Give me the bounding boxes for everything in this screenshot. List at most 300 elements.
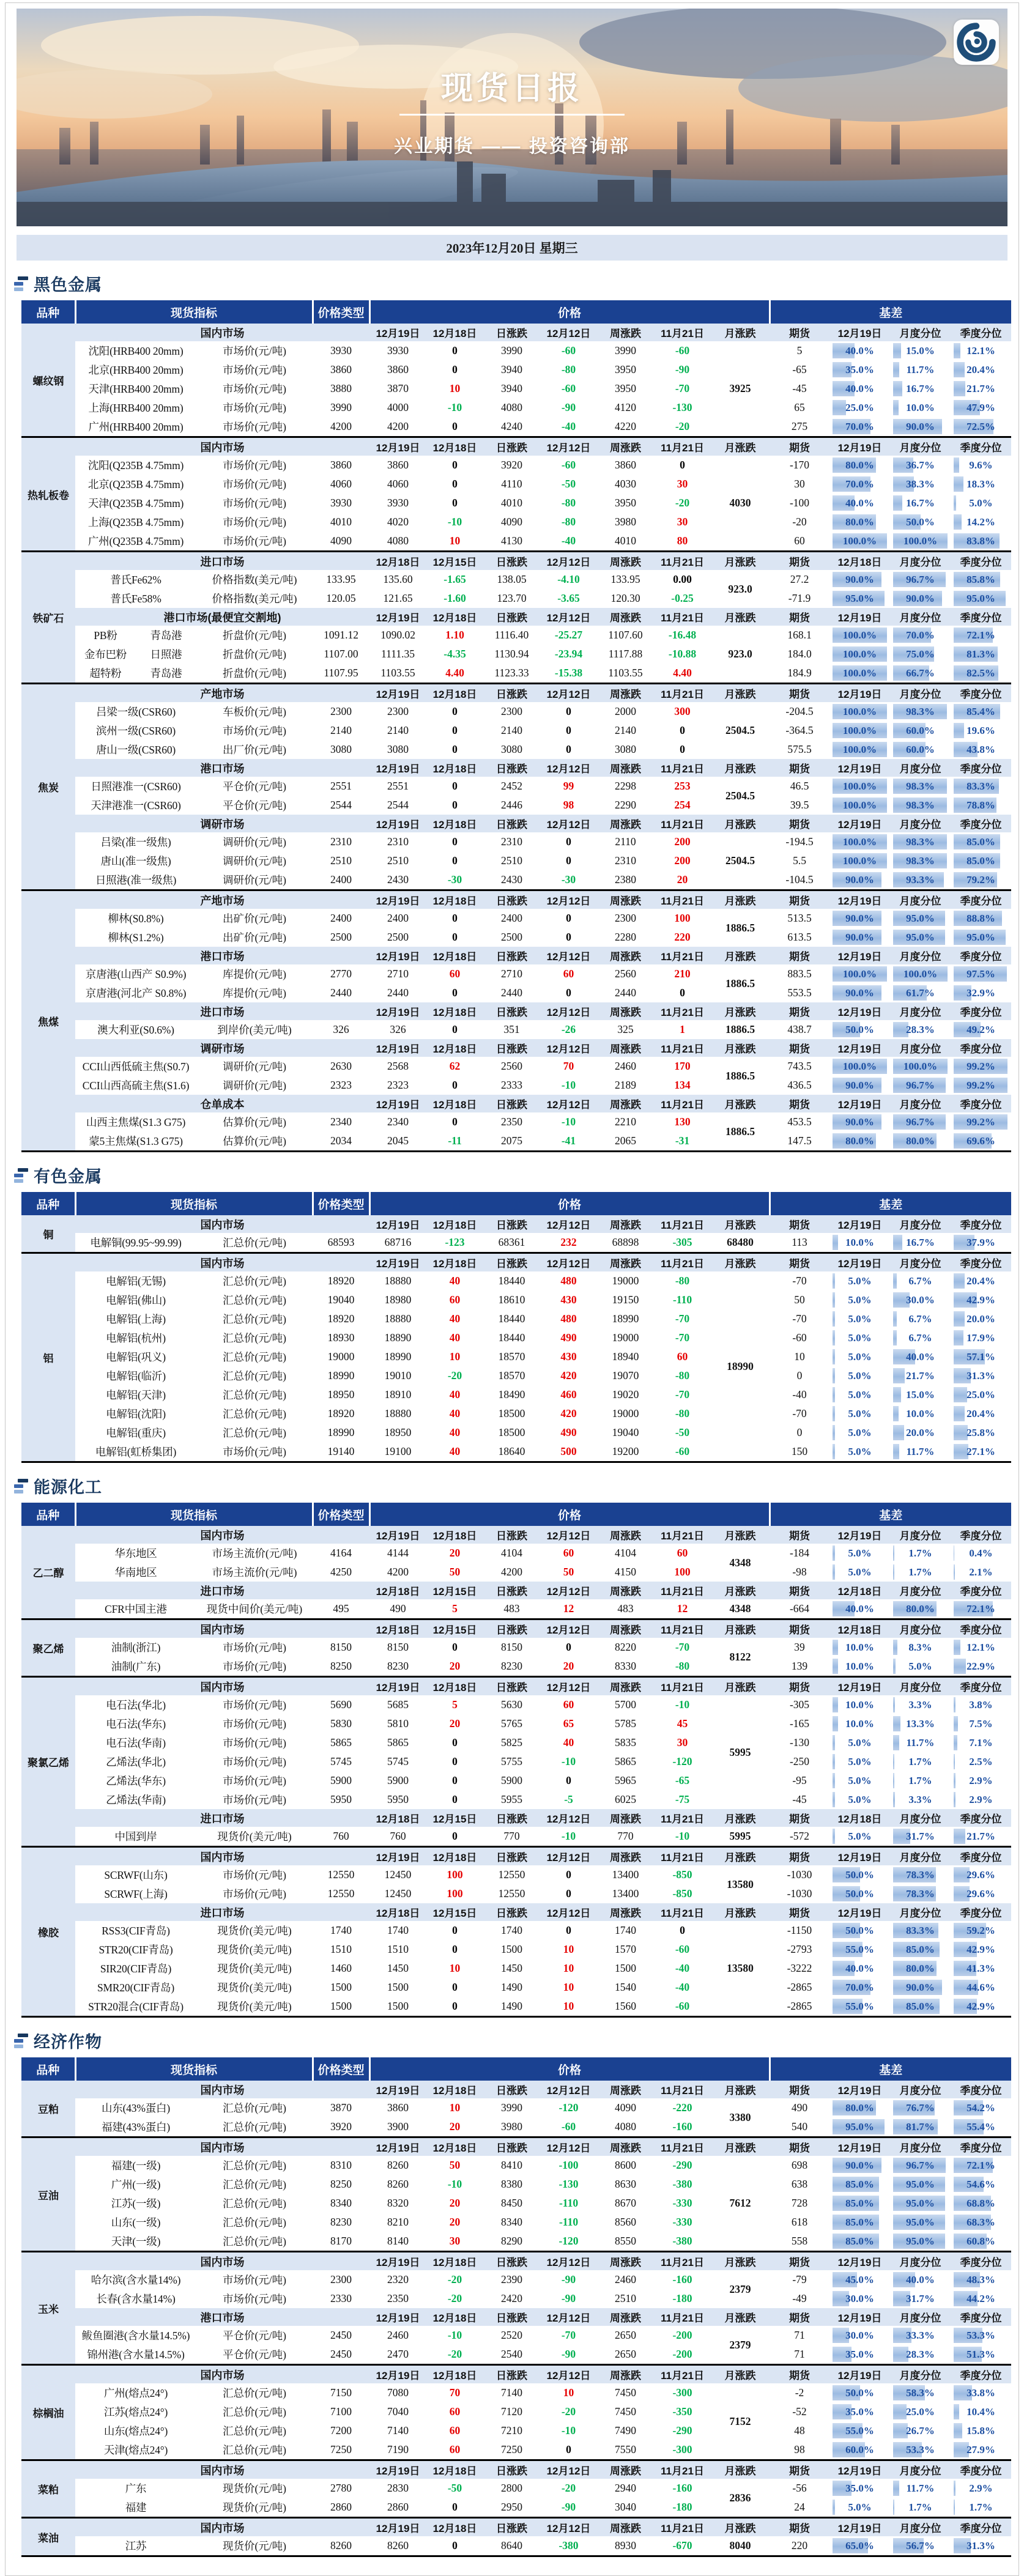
indicator-cell: 中国到岸 [75,1827,196,1847]
change-cell: -60 [540,341,597,360]
indicator-cell: 天津港准一(CSR60) [75,796,196,815]
percentile-bar-wrap [833,1716,887,1731]
percentile-value: 95.0% [893,911,948,926]
price-cell: 3870 [369,379,426,398]
table-row [21,740,1011,759]
percentile-value: 40.0% [893,2272,948,2287]
price-cell: 18570 [483,1366,540,1385]
percentile-bar-wrap [833,834,887,849]
basis-header-cell: 月度分位 [890,1095,951,1112]
change-cell: -90 [654,360,711,379]
change-cell: 10 [426,1347,483,1366]
percentile-value: 38.3% [893,476,948,492]
date-header-cell: 日涨跌 [483,437,540,456]
market-name-cell: 国内市场 [75,1619,369,1638]
price-cell: 3080 [483,740,540,759]
date-header-cell: 12月12日 [540,1215,597,1233]
basis-header-cell: 季度分位 [951,1215,1011,1233]
percentile-bar-wrap [833,1792,887,1807]
price-cell: 1500 [313,1978,369,1997]
percentile-bar-wrap [893,911,948,926]
change-cell: -40 [540,417,597,437]
date-header-cell: 12月18日 [426,1253,483,1272]
change-cell: 100 [654,909,711,928]
percentile-cell [951,2345,1011,2365]
percentile-value: 5.0% [833,2500,887,2515]
date-header-cell: 11月21日 [654,2252,711,2271]
futures-cell: 5995 [711,1827,770,1847]
price-cell: 2310 [483,832,540,851]
basis-header-cell: 12月19日 [829,1253,890,1272]
percentile-value: 15.0% [893,343,948,358]
change-cell: 0 [426,1940,483,1959]
change-cell: -50 [540,475,597,494]
indicator-cell: 天津(Q235B 4.75mm) [75,494,196,513]
change-cell: -1.65 [426,570,483,589]
percentile-cell [890,645,951,664]
basis-value-cell: -165 [770,1714,829,1733]
basis-header-cell: 月度分位 [890,552,951,571]
date-header-cell: 11月21日 [654,2081,711,2098]
price-cell: 7100 [313,2402,369,2421]
price-cell: 18640 [483,1442,540,1462]
percentile-value: 29.6% [954,1886,1008,1901]
price-cell: 8150 [313,1638,369,1657]
table-row [21,2479,1011,2498]
date-header-cell: 周涨跌 [597,2137,654,2156]
price-type-cell: 平仓价(元/吨) [196,796,313,815]
change-cell: -160 [654,2270,711,2289]
basis-header-cell: 月度分位 [890,890,951,909]
date-header-cell: 日涨跌 [483,2308,540,2326]
basis-header-cell: 期货 [770,552,829,571]
price-cell: 3860 [369,2098,426,2117]
price-cell: 5785 [597,1714,654,1733]
price-type-cell: 汇总价(元/吨) [196,2175,313,2194]
price-cell: 133.95 [597,570,654,589]
percentile-bar-wrap [954,1022,1008,1037]
price-cell: 7150 [313,2383,369,2402]
change-cell: 0 [426,417,483,437]
price-cell: 8550 [597,2232,654,2252]
price-cell: 1740 [483,1921,540,1940]
change-cell: -40 [540,531,597,552]
price-cell: 4010 [313,513,369,531]
percentile-value: 80.0% [893,1601,948,1616]
percentile-value: 80.0% [893,1133,948,1149]
percentile-value: 98.3% [893,779,948,794]
change-cell: -3.65 [540,589,597,608]
percentile-cell [890,1057,951,1076]
percentile-bar-wrap [893,495,948,511]
percentile-cell [951,2383,1011,2402]
variety-cell: 热轧板卷 [21,437,75,552]
price-cell: 3080 [597,740,654,759]
percentile-bar-wrap [893,2177,948,2192]
change-cell: 134 [654,1076,711,1095]
percentile-value: 16.7% [893,1235,948,1250]
change-cell: 0 [540,983,597,1002]
date-header-cell: 12月12日 [540,552,597,571]
date-header-cell: 12月19日 [369,2081,426,2098]
variety-cell: 棕榈油 [21,2365,75,2460]
change-cell: 300 [654,702,711,721]
price-cell: 135.60 [369,570,426,589]
change-cell: 0 [426,1752,483,1771]
basis-header-cell: 月度分位 [890,324,951,341]
percentile-bar-wrap [893,2538,948,2553]
percentile-bar-wrap [954,2442,1008,2457]
change-cell: 0 [540,1638,597,1657]
date-header-cell: 周涨跌 [597,1095,654,1112]
percentile-bar-wrap [954,1387,1008,1402]
percentile-cell [829,1638,890,1657]
date-header-cell: 12月19日 [369,1095,426,1112]
percentile-cell [890,1865,951,1884]
percentile-value: 20.0% [954,1311,1008,1327]
price-cell: 1107.00 [313,645,369,664]
price-cell: 3080 [369,740,426,759]
percentile-bar-wrap [893,1735,948,1750]
table-row [21,2156,1011,2175]
indicator-cell: 电解铝(虹桥集团) [75,1442,196,1462]
price-cell: 2544 [313,796,369,815]
percentile-value: 5.0% [833,1330,887,1345]
basis-value-cell: 553.5 [770,983,829,1002]
percentile-cell [890,1921,951,1940]
percentile-value: 100.0% [833,1059,887,1074]
percentile-value: 19.6% [954,723,1008,738]
market-subheader-row [21,1619,1011,1638]
price-cell: 4020 [369,513,426,531]
percentile-value: 85.0% [833,2177,887,2192]
table-row [21,964,1011,983]
price-type-cell: 汇总价(元/吨) [196,1233,313,1253]
percentile-cell [951,1423,1011,1442]
price-cell: 12550 [313,1884,369,1903]
market-subheader-row [21,890,1011,909]
market-subheader-row [21,1847,1011,1866]
percentile-bar-wrap [893,476,948,492]
indicator-cell: 油制(浙江) [75,1638,196,1657]
percentile-value: 5.0% [954,495,1008,511]
change-cell: -1.60 [426,589,483,608]
date-header-cell: 月涨跌 [711,2460,770,2479]
change-cell: -41 [540,1131,597,1152]
title-divider [399,114,625,116]
price-cell: 6025 [597,1790,654,1809]
date-header-cell: 月涨跌 [711,1903,770,1921]
change-cell: 430 [540,1347,597,1366]
date-header-cell: 11月21日 [654,815,711,832]
table-row [21,1563,1011,1582]
percentile-bar-wrap [893,1235,948,1250]
percentile-bar-wrap [954,2538,1008,2553]
price-cell: 8250 [313,2175,369,2194]
date-header-cell: 12月15日 [426,1809,483,1827]
basis-header-cell: 月度分位 [890,1677,951,1696]
date-header-cell: 日涨跌 [483,2518,540,2537]
change-cell: 70 [426,2383,483,2402]
basis-header-cell: 期货 [770,2365,829,2384]
date-header-cell: 日涨跌 [483,2365,540,2384]
percentile-cell [890,2117,951,2137]
basis-header-cell: 12月19日 [829,2308,890,2326]
percentile-cell [951,664,1011,684]
price-type-cell: 平仓价(元/吨) [196,2345,313,2365]
percentile-bar-wrap [893,2158,948,2173]
percentile-cell [890,1290,951,1309]
section-header [14,272,1003,295]
price-cell: 7040 [369,2402,426,2421]
basis-value-cell: 558 [770,2232,829,2252]
price-cell: 3980 [483,2117,540,2137]
price-cell: 12450 [369,1884,426,1903]
indicator-port: 日照港 [136,646,196,662]
table-row [21,2345,1011,2365]
change-cell: 30 [654,513,711,531]
date-header-cell: 周涨跌 [597,324,654,341]
percentile-value: 25.0% [954,1387,1008,1402]
column-header: 品种 [21,1192,75,1215]
change-cell: -80 [540,360,597,379]
change-cell: 60 [426,2402,483,2421]
price-type-cell: 现货价(美元/吨) [196,1997,313,2017]
basis-header-cell: 季度分位 [951,2460,1011,2479]
change-cell: 0 [540,1865,597,1884]
date-header-cell: 11月21日 [654,1809,711,1827]
price-type-cell: 市场价(元/吨) [196,1638,313,1657]
column-header: 品种 [21,300,75,324]
price-cell: 5825 [483,1733,540,1752]
percentile-value: 88.8% [954,911,1008,926]
basis-header-cell: 12月19日 [829,2518,890,2537]
price-cell: 19010 [369,1366,426,1385]
price-cell: 7450 [597,2383,654,2402]
change-cell: 0 [654,983,711,1002]
price-cell: 120.05 [313,589,369,608]
price-cell: 2460 [597,2270,654,2289]
percentile-bar-wrap [833,627,887,643]
date-header-cell: 12月18日 [426,1677,483,1696]
price-cell: 1490 [483,1978,540,1997]
price-cell: 3990 [483,2098,540,2117]
percentile-cell [951,398,1011,417]
basis-header-cell: 12月18日 [829,1809,890,1827]
table-row [21,1020,1011,1039]
indicator-cell: CFR中国主港 [75,1599,196,1619]
market-name-cell: 国内市场 [75,1677,369,1696]
percentile-bar-wrap [954,985,1008,1001]
price-cell: 3870 [313,2098,369,2117]
price-cell: 3920 [483,456,540,475]
change-cell: 60 [426,2440,483,2460]
price-cell: 2323 [313,1076,369,1095]
percentile-value: 10.0% [833,1659,887,1674]
percentile-cell [951,1827,1011,1847]
variety-cell: 橡胶 [21,1847,75,2017]
price-cell: 8560 [597,2213,654,2232]
change-cell: -120 [540,2098,597,2117]
basis-value-cell: -52 [770,2402,829,2421]
change-cell: 420 [540,1404,597,1423]
indicator-split [75,627,196,643]
basis-header-cell: 期货 [770,1526,829,1544]
percentile-value: 58.3% [893,2385,948,2400]
percentile-value: 31.3% [954,2538,1008,2553]
percentile-cell [951,1290,1011,1309]
percentile-cell [951,360,1011,379]
indicator-cell: 山东(一级) [75,2213,196,2232]
section-icon [14,275,28,292]
percentile-bar-wrap [954,2385,1008,2400]
basis-value-cell: 71 [770,2345,829,2365]
market-subheader-row [21,1215,1011,1233]
percentile-bar-wrap [833,723,887,738]
percentile-value: 100.0% [893,533,948,549]
basis-header-cell: 期货 [770,1809,829,1827]
percentile-bar-wrap [893,1754,948,1769]
futures-cell: 1886.5 [711,1020,770,1039]
percentile-cell [829,1347,890,1366]
indicator-cell: 柳林(S0.8%) [75,909,196,928]
percentile-cell [890,1733,951,1752]
date-header-cell: 12月19日 [369,324,426,341]
percentile-bar-wrap [833,1387,887,1402]
percentile-value: 16.7% [893,381,948,396]
price-type-cell: 市场主流价(元/吨) [196,1563,313,1582]
change-cell: -20 [654,417,711,437]
percentile-cell [829,702,890,721]
change-cell: 0 [426,1978,483,1997]
table-header-row [21,300,1011,324]
change-cell: 100 [654,1563,711,1582]
percentile-cell [829,1076,890,1095]
percentile-bar-wrap [833,2158,887,2173]
percentile-value: 60.0% [893,742,948,757]
basis-value-cell: -100 [770,494,829,513]
change-cell: -90 [540,2289,597,2308]
date-header-cell: 周涨跌 [597,890,654,909]
change-cell: -4.35 [426,645,483,664]
indicator-cell: SMR20(CIF青岛) [75,1978,196,1997]
change-cell: 20 [426,2117,483,2137]
date-bar: 2023年12月20日 星期三 [17,235,1007,261]
price-cell: 351 [483,1020,540,1039]
percentile-cell [890,1997,951,2017]
percentile-bar-wrap [954,2119,1008,2134]
percentile-value: 40.0% [833,343,887,358]
percentile-cell [890,2498,951,2518]
price-cell: 326 [313,1020,369,1039]
change-cell: 0 [426,832,483,851]
percentile-bar-wrap [893,1923,948,1938]
variety-cell: 乙二醇 [21,1526,75,1619]
basis-header-cell: 12月19日 [829,2252,890,2271]
percentile-bar-wrap [954,2100,1008,2115]
percentile-bar-wrap [893,1330,948,1345]
date-header-cell: 日涨跌 [483,890,540,909]
price-cell: 1500 [369,1997,426,2017]
price-type-cell: 车板价(元/吨) [196,702,313,721]
percentile-bar-wrap [893,2500,948,2515]
percentile-value: 90.0% [893,591,948,606]
percentile-cell [890,1544,951,1563]
change-cell: 0 [426,777,483,796]
change-cell: -70 [654,1638,711,1657]
percentile-value: 100.0% [833,779,887,794]
price-cell: 18880 [369,1404,426,1423]
price-cell: 3950 [597,379,654,398]
market-subheader-row [21,1526,1011,1544]
price-type-cell: 汇总价(元/吨) [196,1404,313,1423]
price-cell: 8170 [313,2232,369,2252]
price-cell: 19040 [313,1290,369,1309]
price-cell: 1500 [483,1940,540,1959]
table-row [21,1271,1011,1290]
price-type-cell: 市场价(元/吨) [196,1695,313,1714]
date-header-cell: 12月19日 [369,437,426,456]
basis-value-cell: 490 [770,2098,829,2117]
change-cell: -20 [426,1366,483,1385]
date-header-cell: 12月12日 [540,684,597,703]
change-cell: -670 [654,2536,711,2556]
variety-cell: 玉米 [21,2252,75,2365]
percentile-bar-wrap [893,1697,948,1712]
date-header-cell: 11月21日 [654,2460,711,2479]
basis-value-cell: 613.5 [770,928,829,947]
price-cell: 3860 [313,360,369,379]
percentile-cell [829,928,890,947]
price-cell: 7250 [313,2440,369,2460]
price-cell: 68716 [369,1233,426,1253]
price-cell: 18880 [369,1271,426,1290]
variety-cell: 豆粕 [21,2081,75,2137]
date-header-cell: 月涨跌 [711,759,770,777]
price-cell: 3920 [313,2117,369,2137]
table-row [21,702,1011,721]
percentile-cell [829,832,890,851]
percentile-value: 85.0% [954,853,1008,868]
percentile-bar-wrap [954,1999,1008,2014]
percentile-cell [890,851,951,870]
price-cell: 1740 [313,1921,369,1940]
price-cell: 18910 [369,1385,426,1404]
percentile-cell [951,1733,1011,1752]
percentile-bar-wrap [954,2347,1008,2362]
basis-value-cell: 60 [770,531,829,552]
basis-value-cell: -70 [770,1404,829,1423]
basis-value-cell: 147.5 [770,1131,829,1152]
change-cell: 99 [540,777,597,796]
percentile-value: 98.3% [893,704,948,719]
percentile-cell [890,2194,951,2213]
table-row [21,1233,1011,1253]
percentile-bar-wrap [893,1942,948,1957]
percentile-cell [829,870,890,890]
variety-cell: 铜 [21,1215,75,1253]
price-cell: 495 [313,1599,369,1619]
price-cell: 19000 [313,1347,369,1366]
percentile-bar-wrap [954,1942,1008,1957]
percentile-value: 15.0% [893,1387,948,1402]
basis-value-cell: 150 [770,1442,829,1462]
percentile-value: 11.7% [893,362,948,377]
percentile-bar-wrap [893,343,948,358]
change-cell: -75 [654,1790,711,1809]
price-cell: 1570 [597,1940,654,1959]
change-cell: 10 [426,1959,483,1978]
